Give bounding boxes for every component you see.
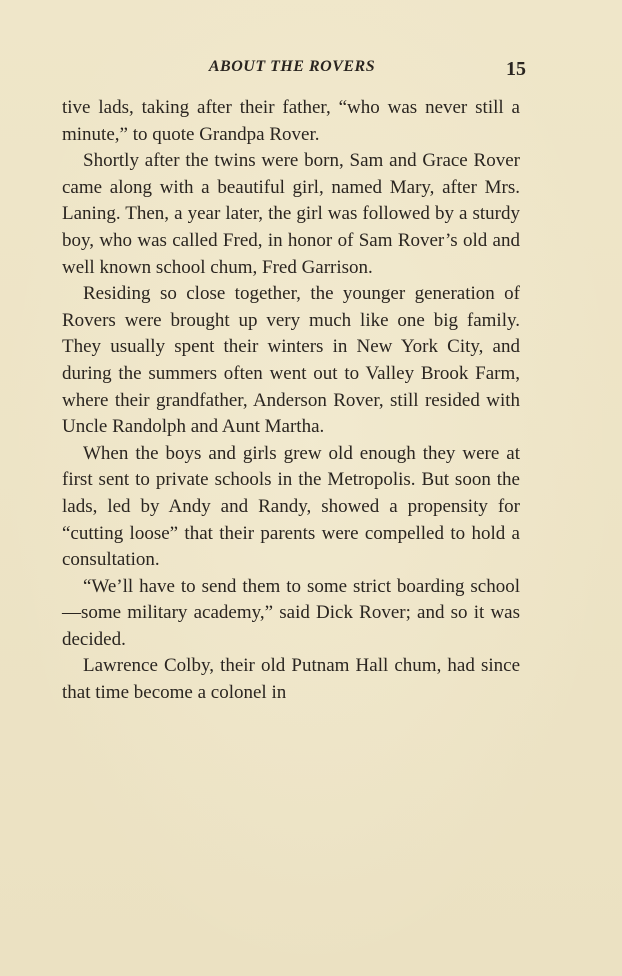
running-head: ABOUT THE ROVERS (208, 58, 376, 75)
paragraph: Lawrence Colby, their old Putnam Hall chum, had since that time become a colonel in (62, 655, 520, 704)
page-header (62, 56, 526, 82)
paragraph: Residing so close together, the younger generation of Rovers were brought up very much like one big family. They usually spent their winters in New York City, and during the summers often went out to Valley Brook Farm, where their grandfather, Anderson Rover, still resided with Uncle Randolph and Aunt Martha. (62, 283, 520, 438)
paragraph: “We’ll have to send them to some strict boarding school—some military academy,” said Dick Rover; and so it was decided. (62, 575, 520, 650)
body-text (62, 95, 520, 707)
paragraph: When the boys and girls grew old enough they were at first sent to private schools in the Metropolis. But soon the lads, led by Andy and Randy, showed a propensity for “cutting loose” that their parents were compelled to hold a consultation. (62, 442, 520, 571)
paragraph-continued: tive lads, taking after their father, “who was never still a minute,” to quote Grandpa Rover. (62, 97, 520, 145)
paragraph: Shortly after the twins were born, Sam and Grace Rover came along with a beautiful girl, named Mary, after Mrs. Laning. Then, a year later, the girl was followed by a sturdy boy, who was called Fred, in honor of Sam Rover’s old and well known school chum, Fred Garrison. (62, 150, 520, 278)
page-number: 15 (506, 58, 526, 80)
